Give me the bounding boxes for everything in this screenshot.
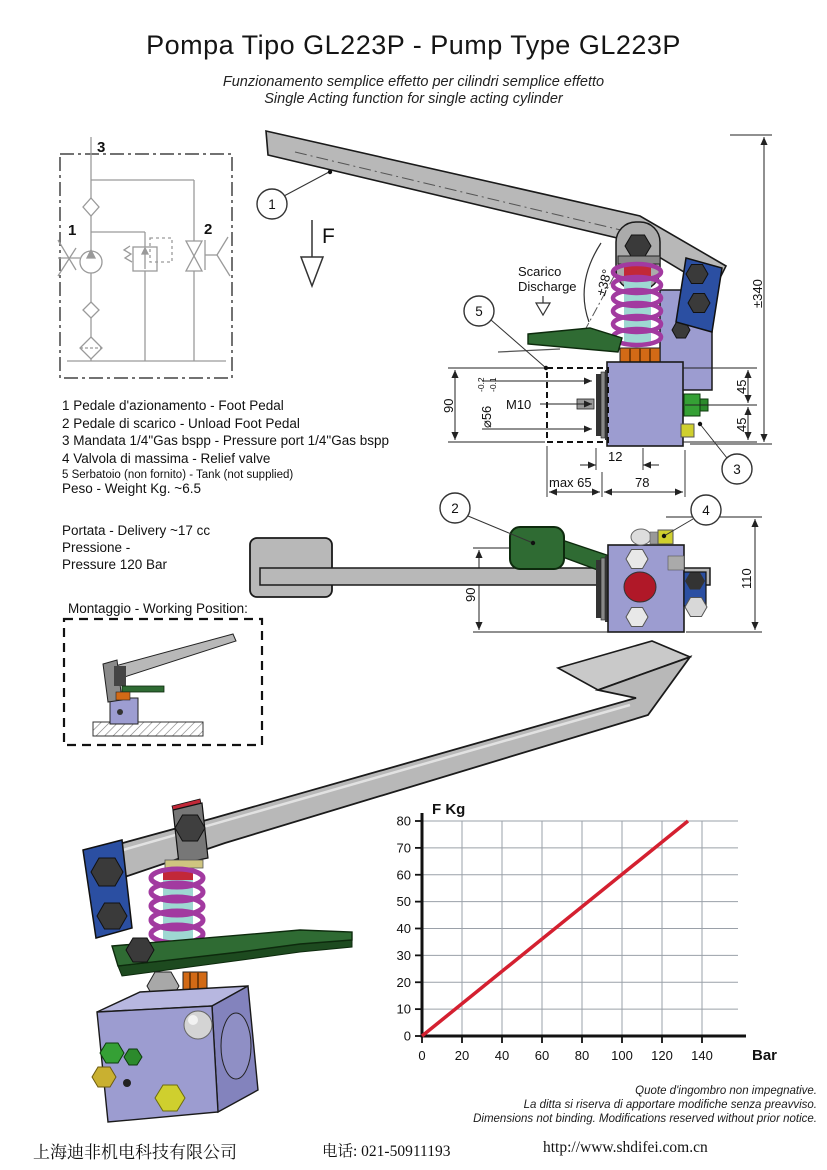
dim-78: 78	[635, 475, 650, 490]
svg-text:20: 20	[454, 1048, 470, 1063]
force-label: F	[322, 225, 335, 248]
balloon-1	[257, 170, 332, 219]
svg-text:60: 60	[534, 1048, 550, 1063]
svg-text:80: 80	[396, 813, 411, 829]
svg-text:40: 40	[494, 1048, 510, 1063]
unload-pedal-side	[498, 328, 622, 352]
disclaimer	[473, 1084, 817, 1126]
check-valve-icon	[83, 198, 99, 216]
svg-text:3: 3	[733, 462, 741, 477]
unload-valve-icon	[186, 241, 202, 256]
dim-340: ±340	[750, 279, 765, 308]
chart-ylabel: F Kg	[432, 801, 466, 818]
dim-45-bottom: 45	[734, 417, 749, 432]
disclaimer-line: La ditta si riserva di apportare modifiche senza preavviso.	[523, 1099, 817, 1111]
working-position-label: Montaggio - Working Position:	[68, 601, 248, 616]
svg-text:80: 80	[574, 1048, 590, 1063]
dim-12: 12	[608, 449, 623, 464]
chart-axes	[421, 813, 747, 1038]
piston-seal	[624, 572, 656, 602]
ball-detent	[184, 1011, 212, 1039]
discharge-label-it: Scarico	[518, 264, 562, 279]
spec-delivery: Portata - Delivery ~17 cc	[62, 523, 211, 538]
website-url: http://www.shdifei.com.cn	[543, 1139, 708, 1156]
iso-pump-body	[92, 986, 258, 1122]
svg-text:10: 10	[396, 1001, 411, 1017]
dia-tol-upper: -0.2	[476, 377, 486, 392]
hydraulic-schematic	[50, 130, 250, 390]
svg-text:5: 5	[475, 304, 483, 319]
svg-text:60: 60	[396, 867, 411, 883]
schematic-lines	[58, 137, 230, 361]
part-line: 4 Valvola di massima - Relief valve	[62, 450, 271, 466]
svg-text:20: 20	[396, 974, 411, 990]
pivot-bolt-icon	[688, 294, 710, 313]
dim-dia56: ⌀56	[479, 405, 494, 428]
page-title: Pompa Tipo GL223P - Pump Type GL223P	[146, 30, 681, 60]
plug-fitting	[681, 424, 694, 437]
discharge-label-en: Discharge	[518, 279, 577, 294]
svg-text:1: 1	[268, 197, 276, 212]
svg-text:2: 2	[451, 501, 459, 516]
thread-label: M10	[506, 397, 532, 412]
spec-pressure-1: Pressione -	[62, 540, 131, 555]
chart-ticks	[415, 821, 702, 1043]
svg-text:30: 30	[396, 947, 411, 963]
schematic-valve-label: 2	[204, 221, 213, 238]
chart-tick-labels	[397, 814, 713, 1064]
part-line: 1 Pedale d'azionamento - Foot Pedal	[62, 398, 284, 413]
svg-text:50: 50	[396, 894, 411, 910]
part-line: 5 Serbatoio (non fornito) - Tank (not supplied)	[62, 469, 294, 481]
disclaimer-line: Dimensions not binding. Modifications reserved without prior notice.	[473, 1113, 817, 1125]
chart-xlabel: Bar	[752, 1047, 778, 1064]
spec-pressure-2: Pressure 120 Bar	[62, 557, 168, 572]
dim-45-top: 45	[734, 379, 749, 394]
parts-list	[62, 397, 389, 485]
svg-text:0: 0	[403, 1028, 411, 1044]
chart-grid	[422, 821, 738, 1036]
pivot-bolt-icon	[686, 265, 708, 284]
check-valve-icon	[83, 302, 99, 318]
dim-90-top: 90	[463, 587, 478, 602]
part-line: 2 Pedale di scarico - Unload Foot Pedal	[62, 415, 300, 431]
part-line: 3 Mandata 1/4"Gas bspp - Pressure port 1/4"Gas bspp	[62, 433, 390, 448]
svg-text:4: 4	[702, 503, 710, 518]
dim-90: 90	[441, 398, 456, 413]
svg-text:40: 40	[396, 921, 411, 936]
company-name: 上海迪非机电科技有限公司	[33, 1143, 237, 1162]
svg-text:70: 70	[396, 840, 411, 856]
spec-weight: Peso - Weight Kg. ~6.5	[62, 481, 201, 496]
dim-max65: max 65	[549, 475, 592, 490]
dim-110: 110	[739, 568, 754, 589]
dia-tol-lower: -0.1	[488, 377, 498, 392]
angle-dim: ±38°	[593, 267, 615, 298]
phone-number: 电话: 021-50911193	[322, 1143, 451, 1160]
pump-body-top	[596, 529, 707, 632]
force-arrow-icon	[301, 220, 323, 286]
schematic-pump-label: 1	[68, 222, 77, 239]
relief-dome	[631, 529, 651, 545]
unload-pad-top	[510, 527, 564, 569]
schematic-port-label: 3	[97, 139, 106, 156]
svg-text:140: 140	[691, 1048, 713, 1063]
specs-block	[62, 480, 210, 573]
discharge-arrow-icon	[536, 296, 550, 315]
disclaimer-line: Quote d'ingombro non impegnative.	[635, 1085, 817, 1097]
subtitle-italian: Funzionamento semplice effetto per cilindri semplice effetto	[222, 74, 605, 90]
iso-unload-pedal	[112, 930, 352, 976]
subtitle-english: Single Acting function for single acting cylinder	[264, 91, 563, 107]
pump-body-side	[607, 362, 683, 446]
svg-text:0: 0	[418, 1048, 426, 1063]
force-pressure-chart	[385, 790, 825, 1080]
svg-text:120: 120	[651, 1048, 673, 1063]
iso-spring	[151, 868, 203, 943]
svg-text:100: 100	[611, 1048, 633, 1063]
